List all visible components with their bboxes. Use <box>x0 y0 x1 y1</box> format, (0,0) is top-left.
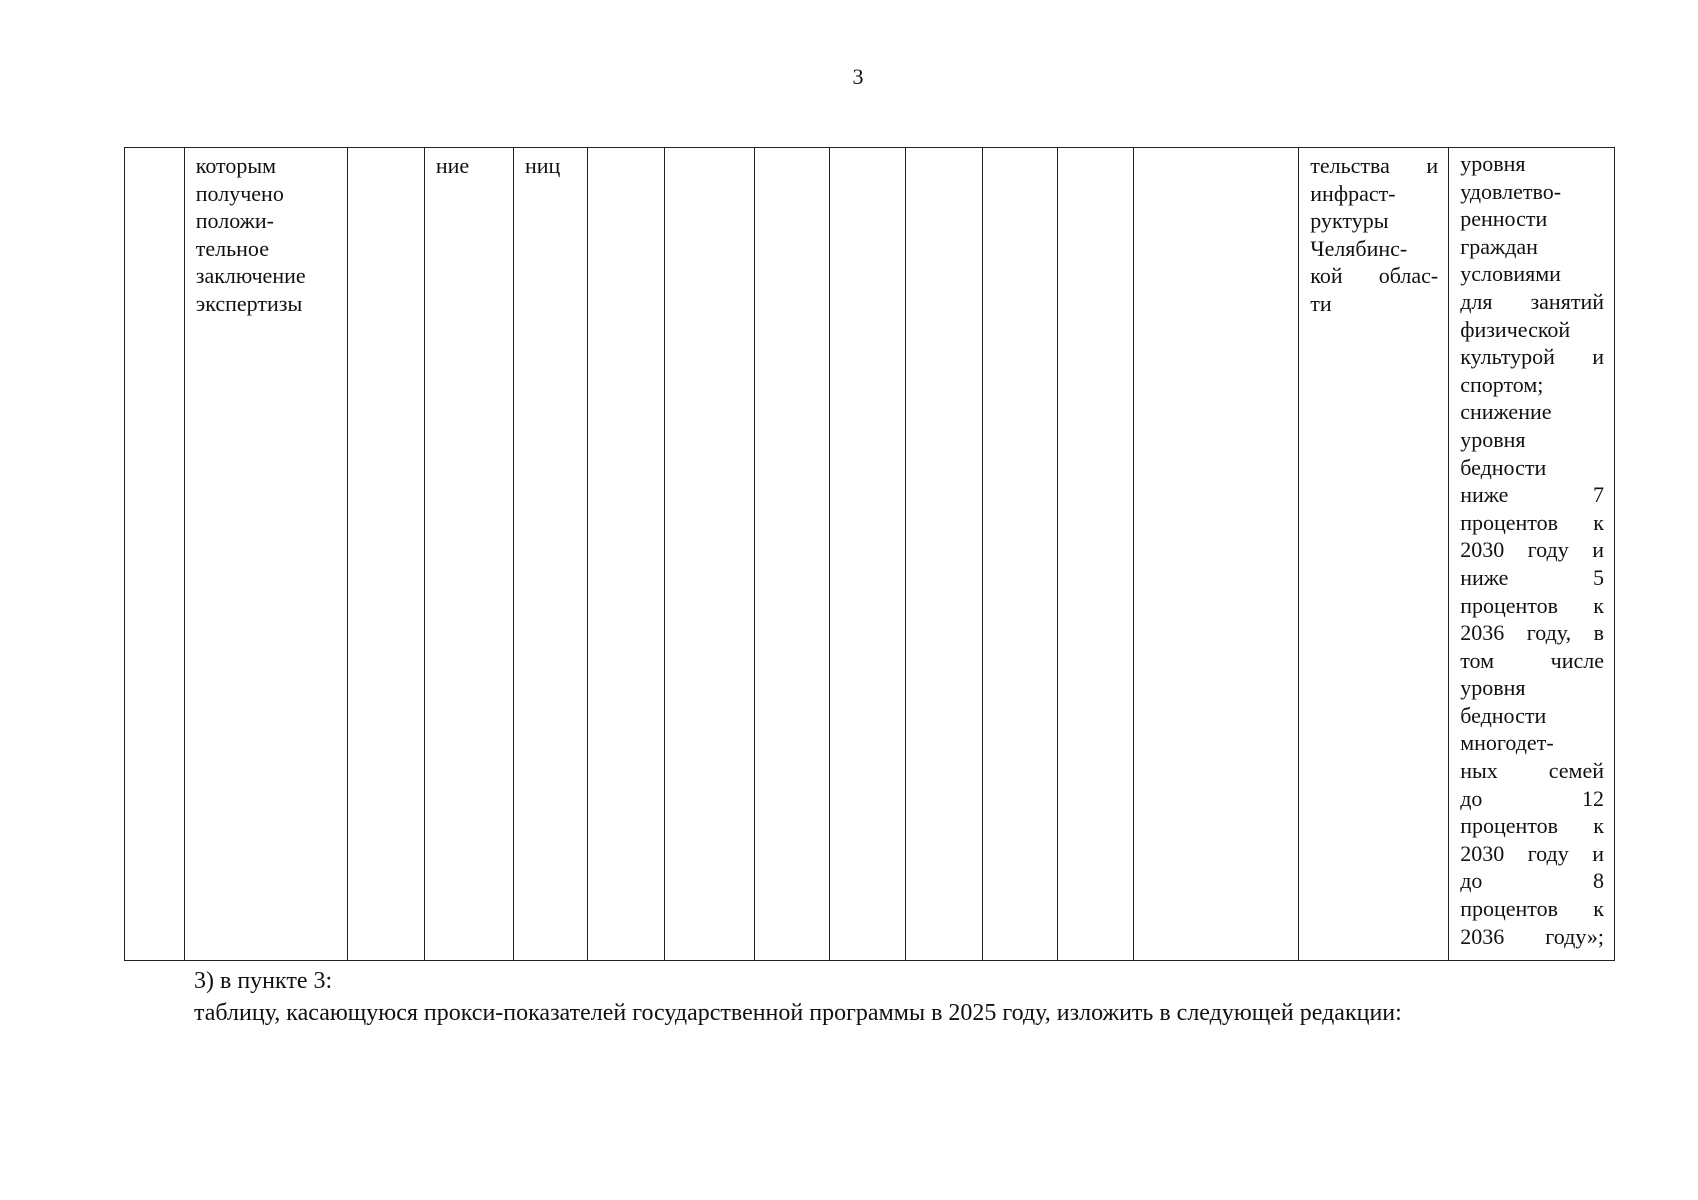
cell-line: условиями <box>1460 261 1561 287</box>
cell-line: снижение <box>1460 399 1552 425</box>
cell-line: многодет- <box>1460 730 1554 756</box>
cell-line: ренности <box>1460 206 1548 232</box>
table-cell-5: ниц <box>513 148 587 961</box>
cell-line: процентов к <box>1460 592 1604 618</box>
cell-line: культурой и <box>1460 344 1604 370</box>
paragraph-body: таблицу, касающуюся прокси-показателей государственной программы в 2025 году, изложить в следующей редакции: <box>194 1000 1402 1026</box>
cell-line: уровня <box>1460 426 1526 452</box>
cell-line: уровня <box>1460 675 1526 701</box>
cell-line: бедности <box>1460 702 1547 728</box>
table-cell-1 <box>125 148 185 961</box>
cell-line: спортом; <box>1460 371 1544 397</box>
cell-line: граждан <box>1460 233 1538 259</box>
cell-line: том числе <box>1460 647 1604 673</box>
table-cell-13 <box>1133 148 1299 961</box>
table-cell-12 <box>1058 148 1133 961</box>
cell-line: бедности <box>1460 454 1547 480</box>
cell-line: физической <box>1460 316 1571 342</box>
table-cell-object-description: которым получено положи- тельное заключение экспертизы <box>184 148 348 961</box>
page-number: 3 <box>852 64 864 89</box>
cell-line: инфраст- <box>1310 180 1396 206</box>
table-cell-8 <box>755 148 829 961</box>
table-cell-goals <box>1449 148 1615 961</box>
cell-line: удовлетво- <box>1460 178 1562 204</box>
cell-line: для занятий <box>1460 288 1604 314</box>
table-cell-6 <box>588 148 665 961</box>
cell-line: процентов к <box>1460 896 1604 922</box>
cell-line: ных семей <box>1460 758 1604 784</box>
continuation-table <box>124 147 1615 961</box>
cell-line: до 12 <box>1460 785 1604 811</box>
table-cell-4: ние <box>424 148 513 961</box>
cell-line: процентов к <box>1460 813 1604 839</box>
cell-line: до 8 <box>1460 868 1604 894</box>
cell-line: уровня <box>1460 151 1526 176</box>
cell-line: ти <box>1310 290 1332 316</box>
cell-line: руктуры <box>1310 208 1389 234</box>
table-cell-responsible <box>1299 148 1449 961</box>
cell-line: ниже 7 <box>1460 482 1604 508</box>
cell-line: 2030 году и <box>1460 840 1604 866</box>
cell-line: Челябинс- <box>1310 235 1408 261</box>
paragraph-item-3: 3) в пункте 3: <box>194 968 333 994</box>
cell-line: процентов к <box>1460 509 1604 535</box>
table-cell-7 <box>664 148 754 961</box>
table-cell-11 <box>982 148 1057 961</box>
cell-line: 2030 году и <box>1460 537 1604 563</box>
table-cell-3 <box>348 148 425 961</box>
cell-line: кой облас- <box>1310 263 1439 289</box>
table-row <box>125 148 1615 961</box>
cell-line: 2036 году»; <box>1460 923 1604 949</box>
table-cell-9 <box>829 148 906 961</box>
cell-line: тельства и <box>1310 153 1439 178</box>
cell-line: ниже 5 <box>1460 564 1604 590</box>
cell-line: 2036 году, в <box>1460 620 1604 646</box>
table-cell-10 <box>906 148 983 961</box>
